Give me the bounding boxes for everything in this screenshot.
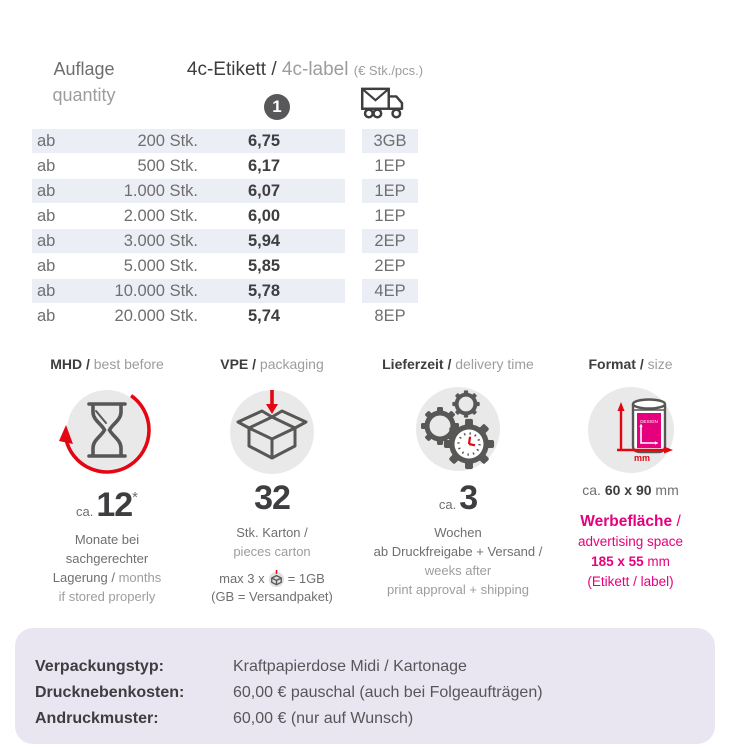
qty-value: 20.000 Stk.: [114, 307, 198, 325]
info-col-mhd: [23, 355, 191, 606]
truck-envelope-icon: [360, 86, 408, 122]
footer-row: [35, 680, 699, 706]
footer-label: Andruckmuster:: [35, 710, 159, 727]
product-title-en: 4c-label: [281, 59, 349, 80]
mhd-months: ca.12*: [75, 486, 138, 524]
info-col-vpe: [188, 355, 356, 605]
qty-value: 10.000 Stk.: [114, 282, 198, 300]
footer-value: 60,00 € (nur auf Wunsch): [233, 710, 414, 727]
qty-value: 5.000 Stk.: [123, 257, 198, 275]
hourglass-icon: [23, 382, 191, 478]
can-design-label: DESIGN: [639, 419, 658, 424]
qty-prefix: ab: [37, 132, 56, 150]
footer-row: [35, 706, 699, 732]
unit-price: 5,85: [247, 257, 281, 275]
quantity-column-header: [28, 56, 140, 108]
footer-value: Kraftpapierdose Midi / Kartonage: [233, 658, 467, 675]
qty-value: 3.000 Stk.: [123, 232, 198, 250]
qty-value: 500 Stk.: [137, 157, 198, 175]
advertising-space-note: (Etikett / label): [587, 574, 674, 589]
shipping-code: 2EP: [374, 232, 406, 250]
qty-value: 200 Stk.: [137, 132, 198, 150]
unit-price: 5,94: [247, 232, 281, 250]
qty-value: 2.000 Stk.: [123, 207, 198, 225]
unit-price: 6,07: [247, 182, 281, 200]
shipping-code: 2EP: [374, 257, 406, 275]
qty-prefix: ab: [37, 307, 56, 325]
mhd-title: MHD / best before: [50, 356, 164, 372]
label-can-size-icon: [543, 382, 718, 478]
qty-value: 1.000 Stk.: [123, 182, 198, 200]
footer-value: 60,00 € pauschal (auch bei Folgeaufträgen): [233, 684, 543, 701]
shipping-code: 1EP: [374, 207, 406, 225]
qty-prefix: ab: [37, 182, 56, 200]
unit-price: 6,75: [247, 132, 281, 150]
mhd-description: Monate bei sachgerechter Lagerung / months if stored properly: [52, 532, 162, 604]
mini-parcel-icon: [267, 569, 286, 588]
footer-row: [35, 654, 699, 680]
unit-price: 5,74: [247, 307, 281, 325]
format-size: ca. 60 x 90 mm: [582, 482, 679, 498]
footer-panel: [15, 628, 715, 744]
advertising-space-block: [543, 512, 718, 592]
info-col-delivery: [358, 355, 558, 599]
can-mm-label: mm: [633, 453, 650, 463]
price-table-row: [0, 229, 730, 254]
product-title-de: 4c-Etikett /: [186, 59, 277, 80]
quantity-label-de: Auflage: [53, 59, 115, 79]
footer-rows: [35, 654, 699, 732]
price-table: [0, 129, 730, 329]
shipping-code: 4EP: [374, 282, 406, 300]
qty-prefix: ab: [37, 232, 56, 250]
advertising-space-en: advertising space: [577, 534, 684, 549]
price-column-badge-1-icon: 1: [264, 94, 290, 120]
price-table-row: [0, 279, 730, 304]
shipping-code: 8EP: [374, 307, 406, 325]
delivery-title: Lieferzeit / delivery time: [382, 356, 534, 372]
qty-prefix: ab: [37, 257, 56, 275]
unit-note: (€ Stk./pcs.): [353, 63, 424, 78]
unit-price: 6,00: [247, 207, 281, 225]
price-table-row: [0, 254, 730, 279]
price-table-row: [0, 129, 730, 154]
vpe-description: Stk. Karton / pieces carton: [233, 525, 311, 559]
gears-clock-icon: [358, 382, 558, 478]
delivery-description: Wochen ab Druckfreigabe + Versand / weeks after print approval + shipping: [373, 525, 543, 597]
vpe-title: VPE / packaging: [220, 356, 324, 372]
shipping-code: 3GB: [373, 132, 407, 150]
qty-prefix: ab: [37, 207, 56, 225]
info-col-format: [543, 355, 718, 592]
footer-label: Drucknebenkosten:: [35, 684, 185, 701]
qty-prefix: ab: [37, 157, 56, 175]
product-header: [150, 58, 460, 83]
quantity-label-en: quantity: [52, 85, 116, 105]
price-table-row: [0, 304, 730, 329]
vpe-pieces: 32: [254, 479, 290, 517]
delivery-weeks: ca.3: [438, 479, 478, 517]
format-title: Format / size: [588, 356, 673, 372]
shipping-code: 1EP: [374, 157, 406, 175]
unit-price: 5,78: [247, 282, 281, 300]
price-table-row: [0, 204, 730, 229]
advertising-space-size: 185 x 55 mm: [591, 554, 670, 569]
price-table-row: [0, 179, 730, 204]
advertising-space-title: Werbefläche /: [580, 513, 681, 530]
price-table-row: [0, 154, 730, 179]
packaging-box-icon: [188, 382, 356, 478]
qty-prefix: ab: [37, 282, 56, 300]
shipping-code: 1EP: [374, 182, 406, 200]
unit-price: 6,17: [247, 157, 281, 175]
footer-label: Verpackungstyp:: [35, 658, 164, 675]
vpe-shipping-note: max 3 x = 1GB (GB = Versandpaket): [211, 571, 333, 604]
